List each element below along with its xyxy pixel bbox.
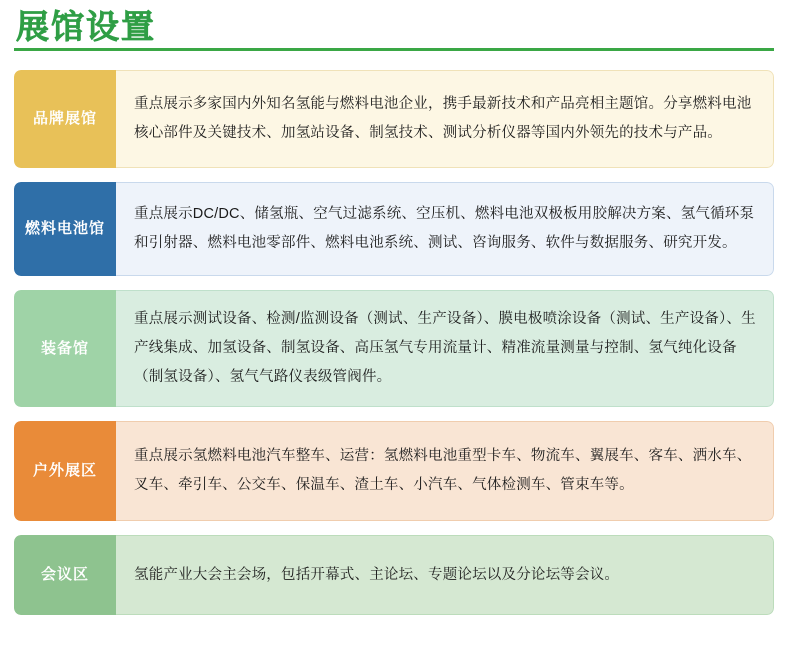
section-row-fuel-cell-hall: [14, 182, 774, 276]
section-text-outdoor-area: 重点展示氢燃料电池汽车整车、运营：氢燃料电池重型卡车、物流车、翼展车、客车、洒水车、叉车、牵引车、公交车、保温车、渣土车、小汽车、气体检测车、管束车等。: [116, 421, 774, 521]
page-title-block: [14, 0, 774, 56]
section-text-equipment-hall: 重点展示测试设备、检测/监测设备（测试、生产设备）、膜电极喷涂设备（测试、生产设备）、生产线集成、加氢设备、制氢设备、高压氢气专用流量计、精准流量测量与控制、氢气纯化设备（制氢设备）、氢气气路仪表级管阀件。: [116, 290, 774, 407]
section-label-fuel-cell-hall: 燃料电池馆: [14, 182, 116, 276]
section-row-outdoor-area: [14, 421, 774, 521]
section-text-brand-hall: 重点展示多家国内外知名氢能与燃料电池企业，携手最新技术和产品亮相主题馆。分享燃料电池核心部件及关键技术、加氢站设备、制氢技术、测试分析仪器等国内外领先的技术与产品。: [116, 70, 774, 168]
section-label-outdoor-area: 户外展区: [14, 421, 116, 521]
page-title: 展馆设置: [16, 7, 156, 46]
section-list: [14, 70, 774, 615]
section-row-equipment-hall: [14, 290, 774, 407]
section-text-fuel-cell-hall: 重点展示DC/DC、储氢瓶、空气过滤系统、空压机、燃料电池双极板用胶解决方案、氢气循环泵和引射器、燃料电池零部件、燃料电池系统、测试、咨询服务、软件与数据服务、研究开发。: [116, 182, 774, 276]
title-divider-mask: [14, 51, 190, 55]
section-label-equipment-hall: 装备馆: [14, 290, 116, 407]
section-label-brand-hall: 品牌展馆: [14, 70, 116, 168]
section-label-conference-area: 会议区: [14, 535, 116, 615]
section-row-brand-hall: [14, 70, 774, 168]
section-text-conference-area: 氢能产业大会主会场，包括开幕式、主论坛、专题论坛以及分论坛等会议。: [116, 535, 774, 615]
section-row-conference-area: [14, 535, 774, 615]
